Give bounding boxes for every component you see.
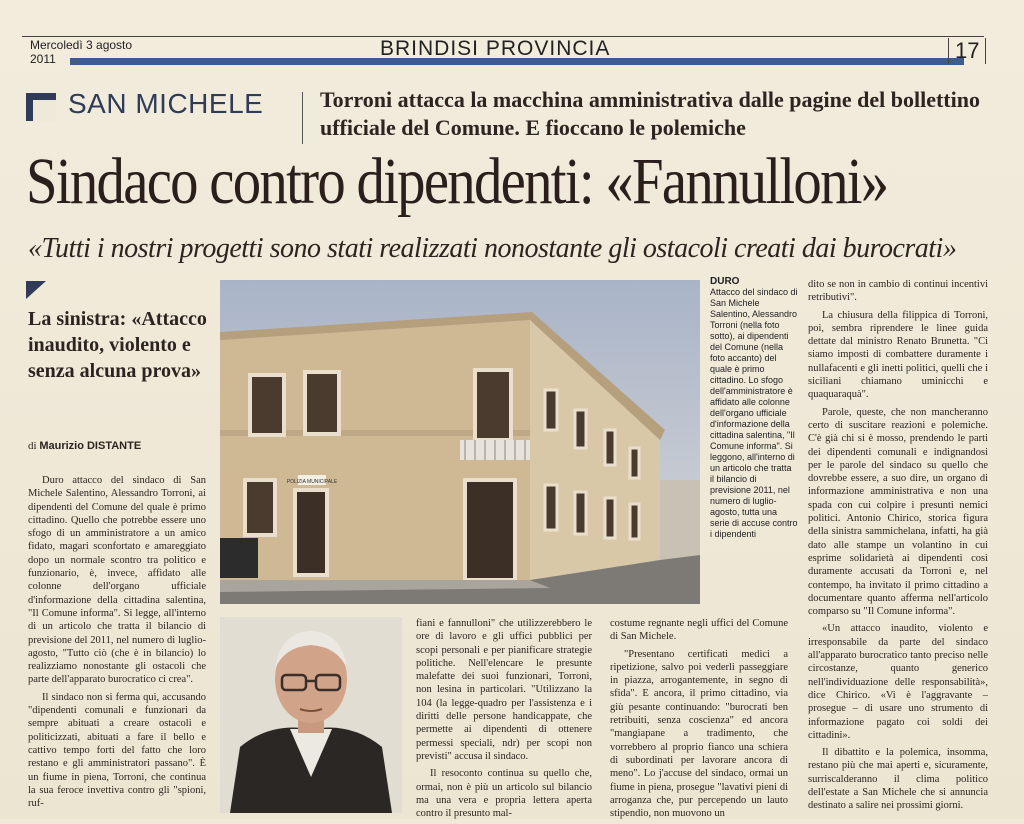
paragraph: «Un attacco inaudito, violento e irresponsabile da parte del sindaco all'apparato burocratico tanto preciso nelle circostanze, quanto generico nell'individuazione delle responsabilità», dice Chirico. «Vi è l'aggravante – prosegue – di usare uno strumento di informazione pagato coi soldi dei cittadini». (808, 623, 988, 741)
building-sign: POLIZIA MUNICIPALE (286, 479, 338, 485)
paragraph: dito se non in cambio di continui incentivi retributivi". (808, 279, 988, 304)
paragraph: Il sindaco non si ferma qui, accusando "dipendenti comunali e funzionari da sempre abituati a creare ostacoli e politicizzati, abituati a fare il bello e cattivo tempo forti del fatto che loro restano e gli amministratori passano". È un fiume in piena, Torroni, che continua la sua feroce invettiva contro gli "spioni, ruf- (28, 691, 206, 810)
issue-date-day: Mercoledì 3 agosto (30, 38, 133, 52)
paragraph: Il dibattito e la polemica, insomma, restano più che mai aperti e, sicuramente, surriscalderanno il clima politico dell'estate a San Michele che si annuncia destinato a salire nei prossimi giorni. (808, 747, 988, 812)
page-number: 17 (948, 38, 986, 64)
town-hall-photo (220, 280, 700, 604)
caption-label: DURO (710, 276, 740, 287)
sidebar-title: La sinistra: «Attacco inaudito, violento e senza alcuna prova» (28, 308, 207, 382)
headline: Sindaco contro dipendenti: «Fannulloni» (26, 145, 888, 218)
paragraph: "Presentano certificati medici a ripetizione, salvo poi vederli passeggiare in piazza, arrogantemente, in segno di sfida". E ancora, il primo cittadino, via giù pesante continuando: "burocrati ben retribuiti, senza coscienza" ed ancora "mangiapane a tradimento, che vorrebbero al proprio fianco una schiera di subordinati per lavorare ancora di meno". Lo j'accuse del sindaco, ormai un fiume in piena, prosegue "lavativi pieni di arroganza che, pur percependo un lauto stipendio, non muovono un (610, 648, 788, 820)
town-kicker: SAN MICHELE (68, 88, 264, 119)
paragraph: Duro attacco del sindaco di San Michele Salentino, Alessandro Torroni, ai dipendenti del Comune del quale è primo cittadino. Quello che potrebbe essere uno sfogo di un amministratore a un amico fidato, magari sconfortato e amareggiato dopo un normale scontro tra politico e funzionario, è, invece, affidato alle colonne dell'organo ufficiale d'informazione della cittadina salentina, "Il Comune informa". Si legge, all'interno di un articolo che tratta il bilancio di previsione del 2011, nel numero di luglio-agosto, "Tutto ciò (che è in bilancio) lo realizziamo nonostante gli ostacoli che parte dell'apparato burocratico ci crea". (28, 475, 206, 686)
section-title: BRINDISI PROVINCIA (380, 37, 611, 60)
sidebar-corner-icon (26, 281, 46, 299)
paragraph: fiani e fannulloni" che utilizzerebbero le ore di lavoro e gli uffici pubblici per scopi personali e per pianificare strategie politiche. Nell'elencare le presunte malefatte dei suoi funzionari, Torroni, non lesina in particolari. "Utilizzano la 104 (la legge-quadro per l'assistenza e i diritti delle persone handicappate, che permette ai dipendenti di ottenere permessi speciali, ndr) per scopi non previsti" accusa il sindaco. (416, 618, 592, 762)
paragraph: costume regnante negli uffici del Comune di San Michele. (610, 618, 788, 643)
byline-prefix: di (28, 440, 37, 452)
issue-date (30, 38, 132, 66)
kicker-corner-icon (26, 93, 56, 121)
byline-author: Maurizio DISTANTE (39, 440, 142, 452)
paragraph: Il resoconto continua su quello che, ormai, non è più un articolo sul bilancio ma una vera e propria lettera aperta contro il presunto mal- (416, 768, 592, 820)
overline: Torroni attacca la macchina amministrativa dalle pagine del bollettino ufficiale del Comune. E fioccano le polemiche (320, 87, 980, 140)
article-column-2 (416, 617, 592, 824)
building-illustration (220, 280, 700, 604)
caption-text: Attacco del sindaco di San Michele Salentino, Alessandro Torroni (nella foto sotto), ai dipendenti del Comune (nella foto accanto) del quale è primo cittadino. Lo sfogo dell'amministratore è affidato alle colonne dell'organo ufficiale d'informazione della cittadina salentina, "Il Comune informa". Si leggono, all'interno di un articolo che tratta il bilancio di previsione 2011, nel numero di luglio-agosto, tutta una serie di accuse contro i dipendenti (710, 287, 798, 539)
photo-caption (710, 276, 798, 540)
article-column-3 (610, 617, 788, 824)
subheadline: «Tutti i nostri progetti sono stati realizzati nonostante gli ostacoli creati dai burocrati» (28, 233, 957, 264)
mayor-illustration (220, 617, 402, 813)
mayor-portrait-photo (220, 617, 402, 813)
byline (28, 440, 141, 452)
paragraph: La chiusura della filippica di Torroni, poi, sembra riprendere le linee guida dettate dal ministro Renato Brunetta. "Ci siamo imposti di combattere duramente i nullafacenti e gli inetti politici, quelli che i siciliani chiamano uminicchi e quaquaraquà". (808, 309, 988, 401)
article-column-1 (28, 474, 206, 814)
article-column-4 (808, 278, 988, 817)
kicker-divider (302, 92, 303, 144)
issue-date-year: 2011 (30, 52, 56, 66)
paragraph: Parole, queste, che non mancheranno certo di suscitare reazioni e polemiche. C'è già chi si è mosso, prendendo le parti dei dipendenti comunali e indignandosi per le parole del sindaco su quello che dovrebbe essere, a suo dire, un organo di informazione amministrativa e non una spada con cui colpire i presunti nemici politici. Antonio Chirico, storica figura della sinistra sammichelana, infatti, ha già dato alle stampe un volantino in cui esprime solidarietà ai dipendenti così duramente accusati da Torroni e, nel contempo, ha invitato il primo cittadino a documentare quanto afferma nell'articolo comparso su "Il Comune informa". (808, 406, 988, 618)
